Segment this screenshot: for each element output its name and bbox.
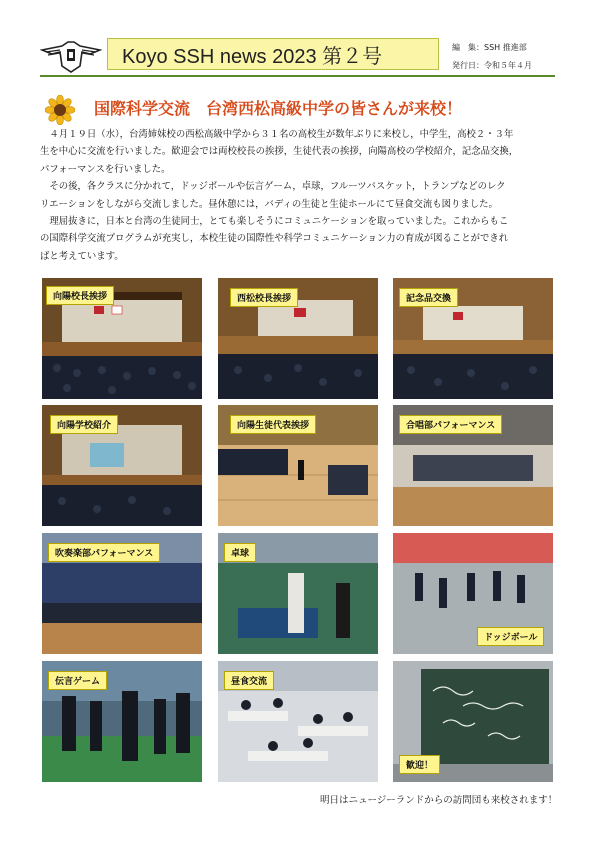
photo-koyo-principal-speech bbox=[42, 278, 202, 399]
article-body bbox=[40, 126, 560, 265]
photo-dodgeball bbox=[393, 533, 553, 654]
paragraph-line: ４月１９日（水），台湾姉妹校の西松高級中学から３１名の高校生が数年ぶりに来校し，中学生，高校２・３年 bbox=[40, 129, 514, 140]
paragraph-line: パフォーマンスを行いました。 bbox=[40, 163, 171, 175]
editor-line: 編 集：SSH 推進部 bbox=[452, 43, 527, 52]
photo-band-performance bbox=[42, 533, 202, 654]
photo-caption: 向陽生徒代表挨拶 bbox=[230, 415, 316, 434]
paragraph-line: その後，各クラスに分かれて，ドッジボールや伝言ゲーム，卓球，フルーツバスケット，トランプなどのレク bbox=[40, 181, 506, 193]
photo-caption: 向陽学校紹介 bbox=[50, 415, 118, 434]
photo-choir-performance bbox=[393, 405, 553, 526]
photo-caption: 卓球 bbox=[224, 543, 256, 562]
photo-message-game bbox=[42, 661, 202, 782]
sunflower-icon bbox=[45, 95, 75, 125]
photo-welcome-board bbox=[393, 661, 553, 782]
photo-caption: 合唱部パフォーマンス bbox=[399, 415, 502, 434]
paragraph-line: ばと考えています。 bbox=[40, 250, 124, 262]
school-crest-icon bbox=[40, 40, 102, 74]
photo-caption: 向陽校長挨拶 bbox=[46, 286, 114, 305]
photo-caption: 記念品交換 bbox=[399, 288, 458, 307]
photo-caption: 伝言ゲーム bbox=[48, 671, 107, 690]
photo-gift-exchange bbox=[393, 278, 553, 399]
header-divider bbox=[40, 75, 555, 77]
paragraph-line: 生を中心に交流を行いました。歓迎会では両校校長の挨拶，生徒代表の挨拶，向陽高校の学校紹介，記念品交換， bbox=[40, 146, 519, 158]
photo-table-tennis bbox=[218, 533, 378, 654]
photo-koyo-school-intro bbox=[42, 405, 202, 526]
photo-lunch-exchange bbox=[218, 661, 378, 782]
photo-caption: 西松校長挨拶 bbox=[230, 288, 298, 307]
footer-note: 明日はニュージーランドからの訪問団も来校されます！ bbox=[320, 795, 558, 806]
paragraph-line: の国際科学交流プログラムが充実し，本校生徒の国際性や科学コミュニケーション力の育成が図ることができれ bbox=[40, 233, 509, 245]
photo-caption: 歓迎！ bbox=[399, 755, 440, 774]
issued-date: 発行日：令和５年４月 bbox=[452, 61, 532, 70]
article-headline: 国際科学交流 台湾西松高級中学の皆さんが来校！ bbox=[94, 99, 463, 118]
paragraph-line: 理屈抜きに，日本と台湾の生徒同士，とても楽しそうにコミュニケーションを取っていました。これからもこ bbox=[40, 216, 509, 228]
photo-caption: ドッジボール bbox=[477, 627, 544, 646]
paragraph-line: リエーションをしながら交流しました。昼休憩には，バディの生徒と生徒ホールにて昼食交流も図りました。 bbox=[40, 198, 498, 210]
photo-caption: 吹奏楽部パフォーマンス bbox=[48, 543, 160, 562]
photo-koyo-student-speech bbox=[218, 405, 378, 526]
photo-xisong-principal-speech bbox=[218, 278, 378, 399]
newsletter-title: Koyo SSH news 2023 第２号 bbox=[107, 38, 439, 70]
photo-caption: 昼食交流 bbox=[224, 671, 274, 690]
